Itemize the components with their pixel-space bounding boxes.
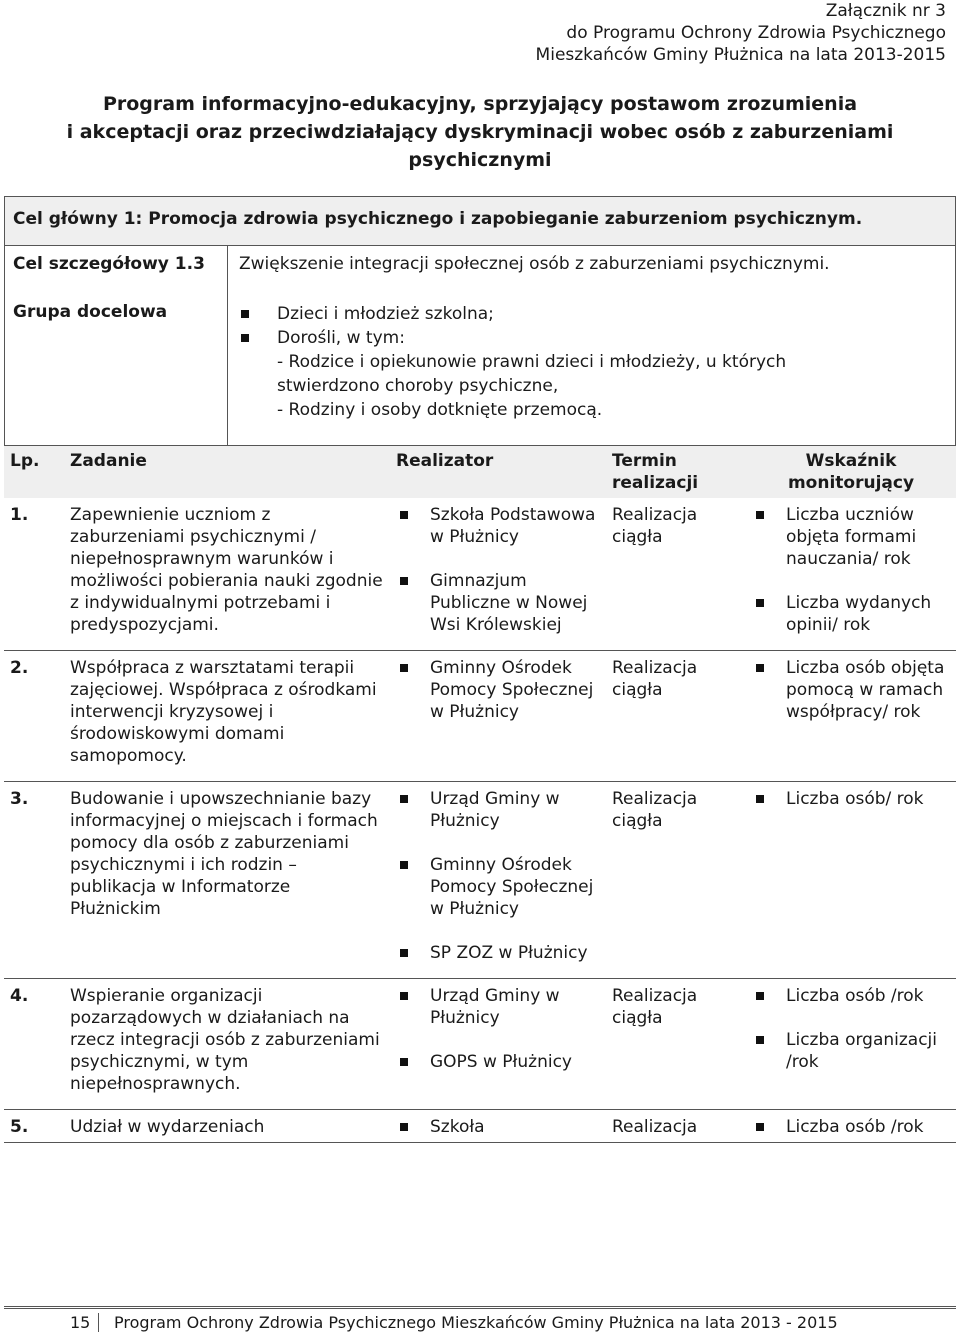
row-realizers <box>390 1110 606 1143</box>
target-group-subline: stwierdzono choroby psychiczne, <box>277 376 559 396</box>
header-term: Termin realizacji <box>606 446 746 498</box>
table-header-row <box>4 446 956 498</box>
column-divider <box>227 246 228 445</box>
row-realizers <box>390 498 606 651</box>
realizer-item: Urząd Gminy w Płużnicy <box>396 985 600 1029</box>
target-group-subline: - Rodziny i osoby dotknięte przemocą. <box>277 400 603 420</box>
header-realizer: Realizator <box>390 446 606 498</box>
indicator-item: Liczba organizacji /rok <box>752 1029 950 1073</box>
row-indicators <box>746 979 956 1110</box>
title-line: psychicznymi <box>408 149 552 171</box>
table-row <box>4 979 956 1110</box>
row-term: Realizacja <box>606 1110 746 1143</box>
specific-goal-value: Zwiększenie integracji społecznej osób z zaburzeniami psychicznymi. <box>239 254 830 274</box>
row-term: Realizacja ciągła <box>612 505 698 547</box>
table-row <box>4 651 956 782</box>
header-lp: Lp. <box>4 446 64 498</box>
row-task: Zapewnienie uczniom z zaburzeniami psychicznymi / niepełnosprawnym warunków i możliwości pobierania nauki zgodnie z indywidualnymi potrzebami i predyspozycjami. <box>70 505 383 635</box>
row-lp: 5. <box>4 1110 64 1143</box>
attachment-line: do Programu Ochrony Zdrowia Psychicznego <box>566 23 946 43</box>
indicator-item: Liczba osób /rok <box>752 1116 950 1138</box>
target-group-item: Dzieci i młodzież szkolna; <box>239 302 939 326</box>
row-task: Udział w wydarzeniach <box>64 1110 390 1143</box>
table-row <box>4 1110 956 1143</box>
realizer-item: Urząd Gminy w Płużnicy <box>396 788 600 832</box>
target-group-item: Dorośli, w tym: <box>239 326 939 350</box>
attachment-line: Załącznik nr 3 <box>825 1 946 21</box>
realizer-item: GOPS w Płużnicy <box>396 1051 600 1073</box>
target-group-subline: - Rodzice i opiekunowie prawni dzieci i młodzieży, u których <box>277 352 787 372</box>
goal-info-box <box>4 246 956 446</box>
indicator-item: Liczba osób/ rok <box>752 788 950 810</box>
row-task: Budowanie i upowszechnianie bazy informacyjnej o miejscach i formach pomocy dla osób z zaburzeniami psychicznymi i ich rodzin – publikacja w Informatorze Płużnickim <box>64 782 390 979</box>
row-indicators <box>746 1110 956 1143</box>
main-goal-box <box>4 196 956 246</box>
header-indicator: Wskaźnik monitorujący <box>746 446 956 498</box>
table-row <box>4 498 956 651</box>
realizer-item: Szkoła <box>396 1116 600 1138</box>
target-group-list <box>239 302 939 422</box>
realizer-item: SP ZOZ w Płużnicy <box>396 942 600 964</box>
page-footer <box>4 1306 956 1332</box>
target-group-label: Grupa docelowa <box>13 302 168 322</box>
row-lp: 3. <box>4 782 64 979</box>
realizer-item: Gimnazjum Publiczne w Nowej Wsi Królewskiej <box>396 570 600 636</box>
row-task: Współpraca z warsztatami terapii zajęciowej. Współpraca z ośrodkami interwencji kryzysowej i środowiskowymi domami samopomocy. <box>64 651 390 782</box>
indicator-item: Liczba osób /rok <box>752 985 950 1007</box>
row-lp: 4. <box>4 979 64 1110</box>
row-task: Wspieranie organizacji pozarządowych w działaniach na rzecz integracji osób z zaburzeniami psychicznymi, w tym niepełnosprawnych. <box>64 979 390 1110</box>
indicator-item: Liczba wydanych opinii/ rok <box>752 592 950 636</box>
realizer-item: Gminny Ośrodek Pomocy Społecznej w Płużnicy <box>396 657 600 723</box>
row-term: Realizacja ciągła <box>606 782 746 979</box>
row-realizers <box>390 651 606 782</box>
page-number: 15 <box>66 1313 99 1332</box>
row-indicators <box>746 498 956 651</box>
row-realizers <box>390 979 606 1110</box>
row-lp: 1. <box>10 505 29 525</box>
title-line: i akceptacji oraz przeciwdziałający dyskryminacji wobec osób z zaburzeniami <box>66 121 894 143</box>
row-indicators <box>746 651 956 782</box>
tasks-table <box>4 446 956 1143</box>
indicator-item: Liczba osób objęta pomocą w ramach współpracy/ rok <box>752 657 950 723</box>
row-term: Realizacja ciągła <box>606 651 746 782</box>
attachment-line: Mieszkańców Gminy Płużnica na lata 2013-2015 <box>535 45 946 65</box>
realizer-item: Szkoła Podstawowa w Płużnicy <box>396 504 600 548</box>
specific-goal-label: Cel szczegółowy 1.3 <box>13 254 205 274</box>
title-line: Program informacyjno-edukacyjny, sprzyjający postawom zrozumienia <box>102 93 858 115</box>
row-lp: 2. <box>4 651 64 782</box>
footer-text: Program Ochrony Zdrowia Psychicznego Mieszkańców Gminy Płużnica na lata 2013 - 2015 <box>114 1313 838 1332</box>
header-task: Zadanie <box>64 446 390 498</box>
indicator-item: Liczba uczniów objęta formami nauczania/ rok <box>752 504 950 570</box>
main-goal-text: Cel główny 1: Promocja zdrowia psychicznego i zapobieganie zaburzeniom psychicznym. <box>13 209 863 229</box>
row-term: Realizacja ciągła <box>606 979 746 1110</box>
row-realizers <box>390 782 606 979</box>
attachment-header <box>536 0 946 66</box>
realizer-item: Gminny Ośrodek Pomocy Społecznej w Płużnicy <box>396 854 600 920</box>
document-title <box>60 90 900 174</box>
table-row <box>4 782 956 979</box>
row-indicators <box>746 782 956 979</box>
